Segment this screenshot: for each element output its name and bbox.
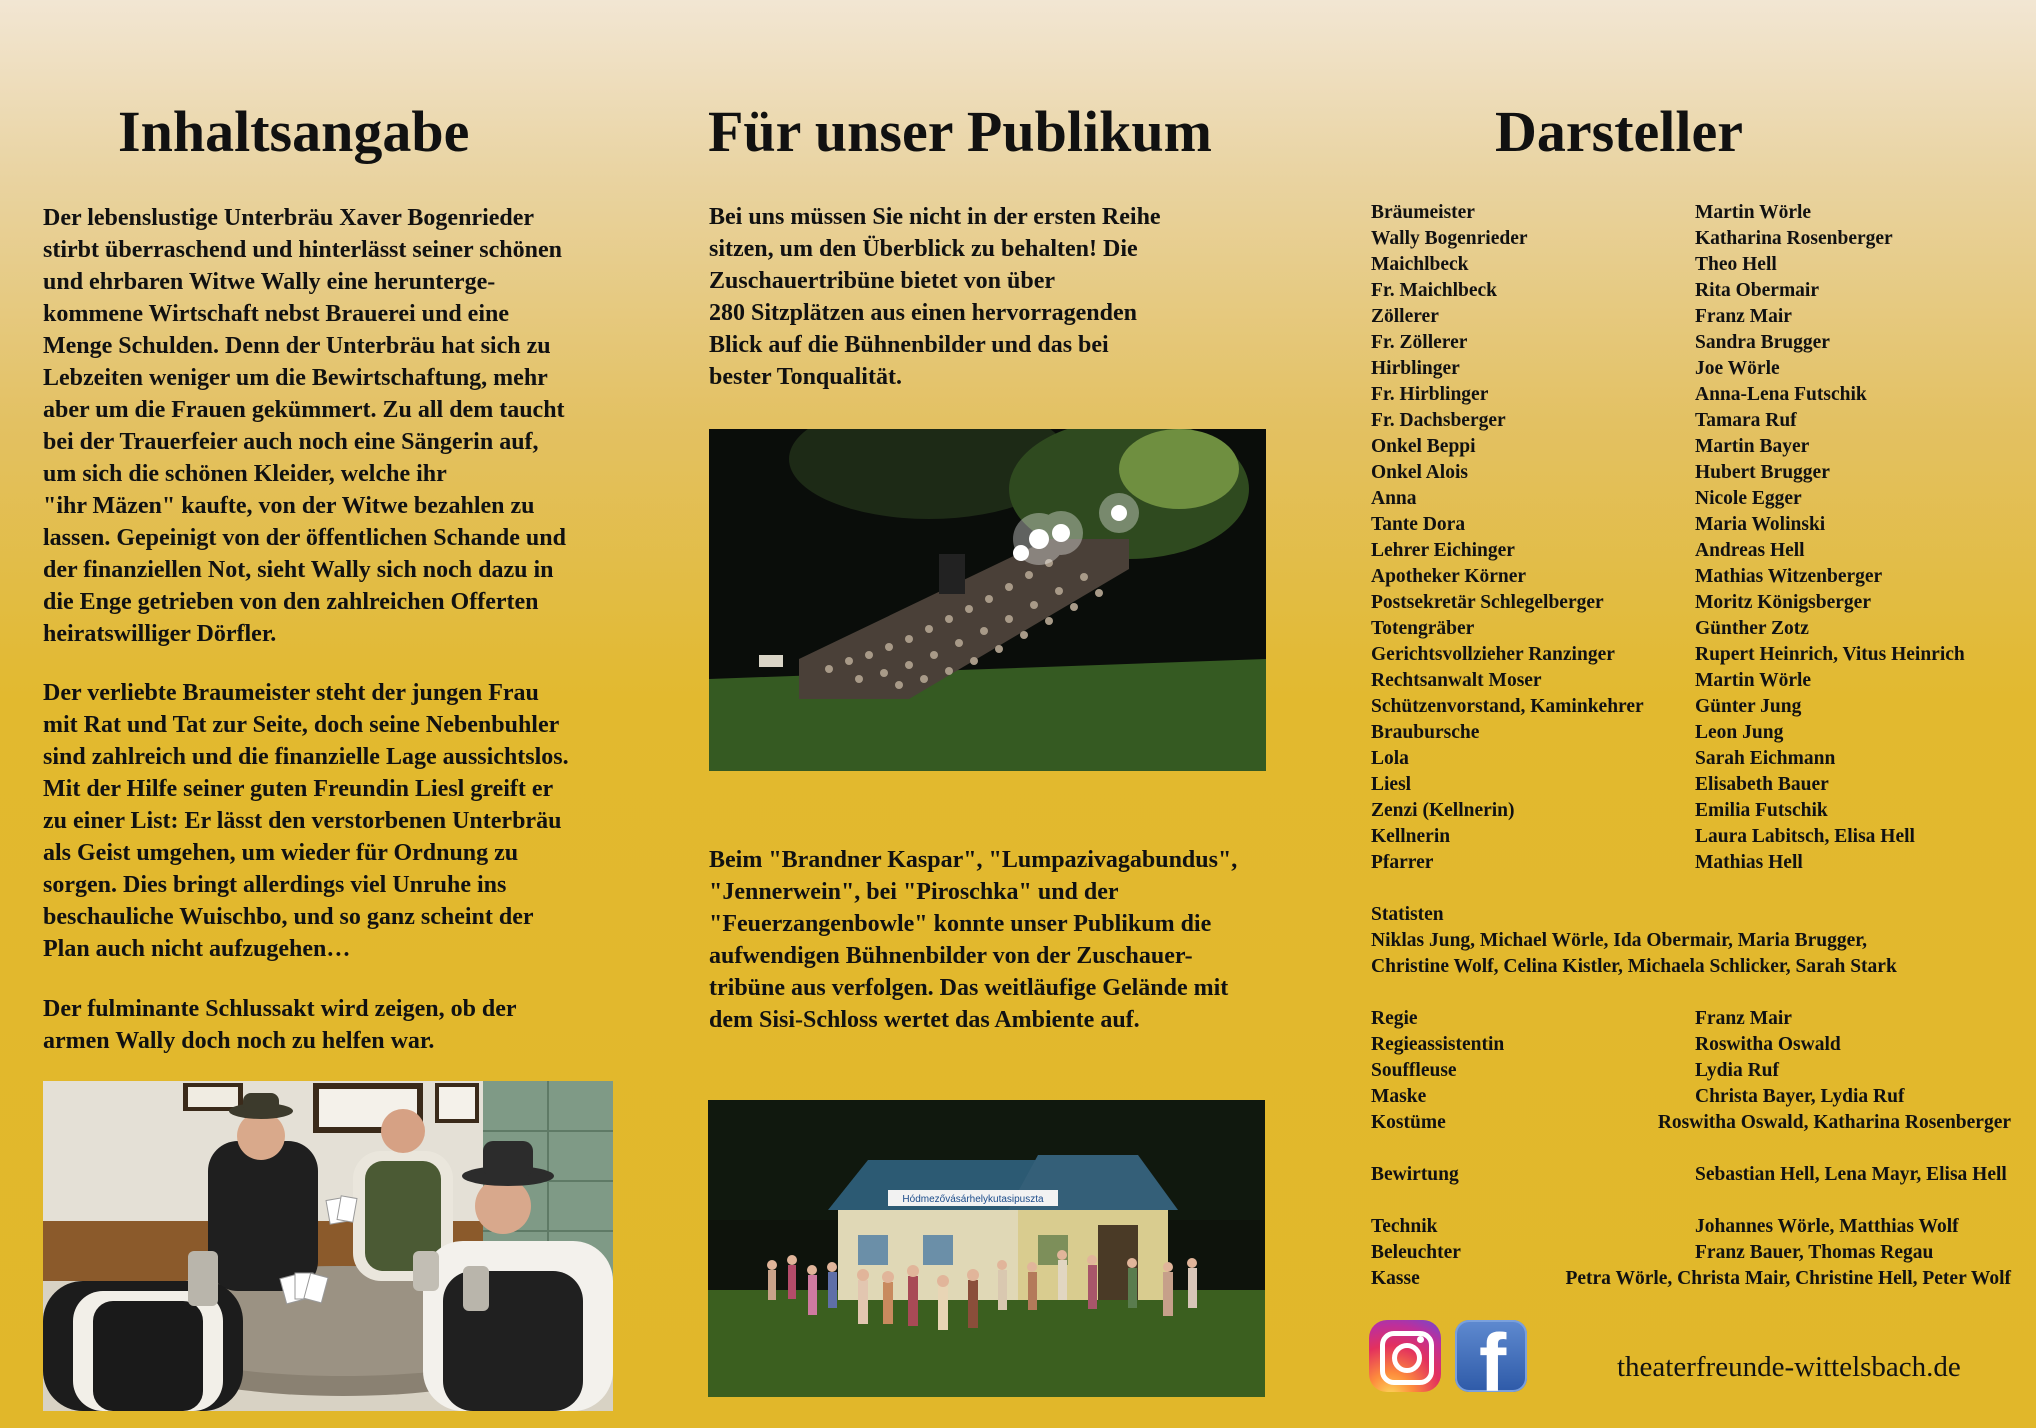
synopsis-paragraph-2: Der verliebte Braumeister steht der jungen Frau mit Rat und Tat zur Seite, doch seine Nebenbuhler sind zahlreich und die finanzielle Lage aussichtslos. Mit der Hilfe seiner guten Freundin Liesl greift er zu einer List: Er lässt den verstorbenen Unterbräu als Geist umgehen, um wieder für Ordnung zu sorgen. Dies bringt allerdings viel Unruhe ins beschauliche Wuischbo, und so ganz scheint der Plan auch nicht aufzugehen… bbox=[43, 680, 569, 962]
crew-name: Franz Bauer, Thomas Regau bbox=[1695, 1242, 1934, 1263]
cast-list bbox=[1371, 200, 2011, 1292]
cast-role: Apotheker Körner bbox=[1371, 566, 1527, 587]
cast-row bbox=[1371, 798, 2011, 824]
cast-name: Günther Zotz bbox=[1695, 618, 1809, 639]
cast-row bbox=[1371, 616, 2011, 642]
crew-row bbox=[1371, 1032, 2011, 1058]
cast-role: Zöllerer bbox=[1371, 306, 1439, 327]
crew-row bbox=[1371, 1266, 2011, 1292]
crew-row bbox=[1371, 1084, 2011, 1110]
cast-role: Pfarrer bbox=[1371, 852, 1434, 873]
crew-name: Lydia Ruf bbox=[1695, 1060, 1779, 1081]
extras-label: Statisten bbox=[1371, 904, 1444, 925]
crew-role: Beleuchter bbox=[1371, 1242, 1461, 1263]
cast-name: Tamara Ruf bbox=[1695, 410, 1797, 431]
cast-role: Lehrer Eichinger bbox=[1371, 540, 1515, 561]
crew-name: Petra Wörle, Christa Mair, Christine Hell, Peter Wolf bbox=[1565, 1268, 2011, 1289]
synopsis-paragraph-3: Der fulminante Schlussakt wird zeigen, ob der armen Wally doch noch zu helfen war. bbox=[43, 996, 517, 1054]
cast-role: Anna bbox=[1371, 488, 1417, 509]
cast-row bbox=[1371, 356, 2011, 382]
cast-name: Theo Hell bbox=[1695, 254, 1777, 275]
cast-row bbox=[1371, 772, 2011, 798]
cast-name: Katharina Rosenberger bbox=[1695, 228, 1893, 249]
cast-row bbox=[1371, 538, 2011, 564]
extras-section bbox=[1371, 902, 2011, 980]
cast-row bbox=[1371, 408, 2011, 434]
cast-row bbox=[1371, 564, 2011, 590]
cast-name: Mathias Hell bbox=[1695, 852, 1803, 873]
cast-row bbox=[1371, 590, 2011, 616]
cast-name: Martin Wörle bbox=[1695, 670, 1812, 691]
cast-role: Tante Dora bbox=[1371, 514, 1466, 535]
cast-row bbox=[1371, 668, 2011, 694]
crew-name: Roswitha Oswald, Katharina Rosenberger bbox=[1657, 1112, 2011, 1133]
cast-name: Sarah Eichmann bbox=[1695, 748, 1836, 769]
cast-name: Elisabeth Bauer bbox=[1695, 774, 1829, 795]
audience-paragraph-2: Beim "Brandner Kaspar", "Lumpazivagabundus", "Jennerwein", bei "Piroschka" und der "Feuerzangenbowle" konnte unser Publikum die aufwendigen Bühnenbilder von der Zuschauer- tribüne aus verfolgen. Das weitläufige Gelände mit dem Sisi-Schloss wertet das Ambiente auf. bbox=[709, 847, 1238, 1033]
crew-name: Sebastian Hell, Lena Mayr, Elisa Hell bbox=[1695, 1164, 2007, 1185]
cast-row bbox=[1371, 694, 2011, 720]
crew-name: Franz Mair bbox=[1695, 1008, 1792, 1029]
cast-role: Hirblinger bbox=[1371, 358, 1460, 379]
cast-role: Onkel Alois bbox=[1371, 462, 1468, 483]
cast-name: Rita Obermair bbox=[1695, 280, 1820, 301]
card-players-photo bbox=[43, 1081, 613, 1411]
crew-role: Bewirtung bbox=[1371, 1164, 1459, 1185]
cast-row bbox=[1371, 512, 2011, 538]
cast-row bbox=[1371, 304, 2011, 330]
crew-role: Kostüme bbox=[1371, 1112, 1446, 1133]
cast-role: Lola bbox=[1371, 748, 1409, 769]
website-link[interactable]: theaterfreunde-wittelsbach.de bbox=[1617, 1351, 1961, 1383]
cast-role: Fr. Dachsberger bbox=[1371, 410, 1506, 431]
cast-name: Nicole Egger bbox=[1695, 488, 1802, 509]
crew-row bbox=[1371, 1214, 2011, 1240]
crew-row bbox=[1371, 1006, 2011, 1032]
crew-section-2 bbox=[1371, 1162, 2011, 1188]
cast-role: Maichlbeck bbox=[1371, 254, 1469, 275]
right-heading: Darsteller bbox=[1495, 99, 1743, 164]
grandstand-night-photo bbox=[709, 429, 1266, 771]
crew-row bbox=[1371, 1058, 2011, 1084]
cast-name: Leon Jung bbox=[1695, 722, 1784, 743]
cast-row bbox=[1371, 850, 2011, 876]
facebook-icon[interactable]: f bbox=[1455, 1320, 1527, 1392]
cast-name: Rupert Heinrich, Vitus Heinrich bbox=[1695, 644, 1965, 665]
crew-role: Regieassistentin bbox=[1371, 1034, 1505, 1055]
crew-role: Maske bbox=[1371, 1086, 1427, 1107]
cast-name: Günter Jung bbox=[1695, 696, 1802, 717]
cast-row bbox=[1371, 200, 2011, 226]
cast-name: Maria Wolinski bbox=[1695, 514, 1826, 535]
cast-row bbox=[1371, 486, 2011, 512]
cast-name: Franz Mair bbox=[1695, 306, 1792, 327]
crew-role: Souffleuse bbox=[1371, 1060, 1457, 1081]
crew-row bbox=[1371, 1240, 2011, 1266]
social-icons bbox=[1369, 1320, 1527, 1392]
cast-name: Mathias Witzenberger bbox=[1695, 566, 1883, 587]
cast-role: Onkel Beppi bbox=[1371, 436, 1476, 457]
cast-role: Braubursche bbox=[1371, 722, 1480, 743]
crew-name: Roswitha Oswald bbox=[1695, 1034, 1841, 1055]
crew-row bbox=[1371, 1110, 2011, 1136]
cast-name: Hubert Brugger bbox=[1695, 462, 1830, 483]
crew-name: Christa Bayer, Lydia Ruf bbox=[1695, 1086, 1905, 1107]
crew-section-1 bbox=[1371, 1006, 2011, 1136]
cast-role: Wally Bogenrieder bbox=[1371, 228, 1528, 249]
stage-sign-text: Hódmezővásárhelykutasipuszta bbox=[902, 1194, 1044, 1205]
cast-role: Fr. Hirblinger bbox=[1371, 384, 1489, 405]
synopsis-paragraph-1: Der lebenslustige Unterbräu Xaver Bogenrieder stirbt überraschend und hinterlässt seiner schönen und ehrbaren Witwe Wally eine herunterge- kommene Wirtschaft nebst Brauerei und eine Menge Schulden. Denn der Unterbräu hat sich zu Lebzeiten weniger um die Bewirtschaftung, mehr aber um die Frauen gekümmert. Zu all dem taucht bei der Trauerfeier auch noch eine Sängerin auf, um sich die schönen Kleider, welche ihr "ihr Mäzen" kaufte, von der Witwe bezahlen zu lassen. Gepeinigt von der öffentlichen Schande und der finanziellen Not, sieht Wally sich noch dazu in die Enge getrieben von den zahlreichen Offerten heiratswilliger Dörfler. bbox=[43, 205, 566, 647]
cast-name: Joe Wörle bbox=[1695, 358, 1780, 379]
cast-name: Martin Wörle bbox=[1695, 202, 1812, 223]
middle-heading: Für unser Publikum bbox=[708, 99, 1212, 164]
stage-set-photo bbox=[708, 1100, 1265, 1397]
cast-role: Totengräber bbox=[1371, 618, 1475, 639]
cast-role: Fr. Maichlbeck bbox=[1371, 280, 1498, 301]
cast-row bbox=[1371, 434, 2011, 460]
extras-names: Niklas Jung, Michael Wörle, Ida Obermair, Maria Brugger, Christine Wolf, Celina Kistler, Michaela Schlicker, Sarah Stark bbox=[1371, 930, 1897, 977]
cast-row bbox=[1371, 824, 2011, 850]
audience-paragraph-1: Bei uns müssen Sie nicht in der ersten Reihe sitzen, um den Überblick zu behalten! Die Zuschauertribüne bietet von über 280 Sitzplätzen aus einen hervorragenden Blick auf die Bühnenbilder und das bei bester Tonqualität. bbox=[709, 204, 1161, 390]
cast-row bbox=[1371, 642, 2011, 668]
cast-role: Zenzi (Kellnerin) bbox=[1371, 800, 1515, 821]
crew-row bbox=[1371, 1162, 2011, 1188]
cast-name: Martin Bayer bbox=[1695, 436, 1810, 457]
instagram-icon[interactable] bbox=[1369, 1320, 1441, 1392]
cast-name: Emilia Futschik bbox=[1695, 800, 1828, 821]
cast-name: Andreas Hell bbox=[1695, 540, 1805, 561]
cast-name: Sandra Brugger bbox=[1695, 332, 1830, 353]
cast-name: Laura Labitsch, Elisa Hell bbox=[1695, 826, 1915, 847]
cast-role: Fr. Zöllerer bbox=[1371, 332, 1468, 353]
left-heading: Inhaltsangabe bbox=[118, 99, 470, 164]
cast-role: Postsekretär Schlegelberger bbox=[1371, 592, 1604, 613]
cast-row bbox=[1371, 278, 2011, 304]
crew-role: Technik bbox=[1371, 1216, 1438, 1237]
cast-name: Anna-Lena Futschik bbox=[1695, 384, 1867, 405]
crew-role: Kasse bbox=[1371, 1268, 1420, 1289]
cast-name: Moritz Königsberger bbox=[1695, 592, 1871, 613]
cast-row bbox=[1371, 460, 2011, 486]
cast-role: Gerichtsvollzieher Ranzinger bbox=[1371, 644, 1615, 665]
cast-row bbox=[1371, 330, 2011, 356]
cast-row bbox=[1371, 746, 2011, 772]
cast-row bbox=[1371, 226, 2011, 252]
cast-role: Kellnerin bbox=[1371, 826, 1451, 847]
cast-role: Schützenvorstand, Kaminkehrer bbox=[1371, 696, 1644, 717]
crew-role: Regie bbox=[1371, 1008, 1418, 1029]
cast-row bbox=[1371, 252, 2011, 278]
crew-section-3 bbox=[1371, 1214, 2011, 1292]
cast-roles bbox=[1371, 200, 2011, 876]
crew-name: Johannes Wörle, Matthias Wolf bbox=[1695, 1216, 1959, 1237]
cast-role: Rechtsanwalt Moser bbox=[1371, 670, 1542, 691]
cast-role: Bräumeister bbox=[1371, 202, 1475, 223]
cast-role: Liesl bbox=[1371, 774, 1412, 795]
cast-row bbox=[1371, 720, 2011, 746]
cast-row bbox=[1371, 382, 2011, 408]
